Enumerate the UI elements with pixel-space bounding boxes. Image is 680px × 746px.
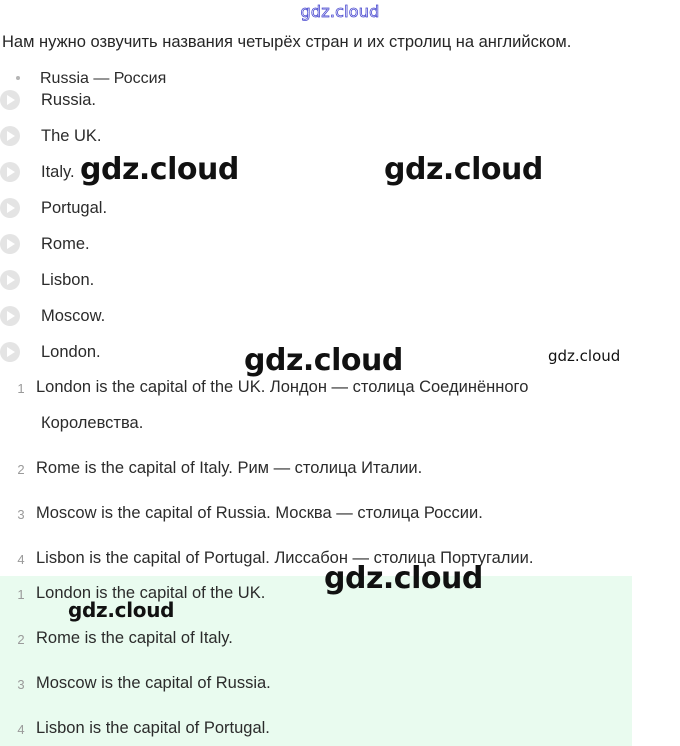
answer-number: 2 (17, 632, 25, 647)
play-icon[interactable] (0, 270, 20, 290)
answer-sentence: Lisbon is the capital of Portugal. (36, 719, 270, 737)
play-icon[interactable] (0, 126, 20, 146)
list-number: 1 (17, 381, 25, 396)
bullet-dot (16, 76, 20, 80)
answer-sentence: Moscow is the capital of Russia. (36, 674, 271, 692)
watermark-overlay: gdz.cloud (548, 347, 621, 365)
translation-sentence: Lisbon is the capital of Portugal. Лиссабон — столица Португалии. (36, 549, 534, 567)
list-number: 2 (17, 462, 25, 477)
watermark-overlay: gdz.cloud (244, 343, 403, 378)
watermark-overlay: gdz.cloud (324, 561, 483, 596)
answer-sentence: Rome is the capital of Italy. (36, 629, 233, 647)
answer-sentence: London is the capital of the UK. (36, 584, 266, 602)
answer-number: 4 (17, 722, 25, 737)
audio-word: Lisbon. (41, 271, 95, 289)
audio-word: Russia. (41, 91, 97, 109)
bullet-item-russia: Russia — Россия (40, 70, 167, 84)
list-number: 3 (17, 507, 25, 522)
top-watermark: gdz.cloud (300, 2, 380, 21)
audio-word: Portugal. (41, 199, 108, 217)
play-icon[interactable] (0, 90, 20, 110)
translation-sentence: London is the capital of the UK. Лондон — столица Соединённого (36, 378, 529, 396)
watermark-overlay: gdz.cloud (80, 152, 239, 187)
audio-word: Rome. (41, 235, 90, 253)
watermark-overlay: gdz.cloud (384, 152, 543, 187)
play-icon[interactable] (0, 234, 20, 254)
answer-number: 1 (17, 587, 25, 602)
watermark-overlay: gdz.cloud (68, 598, 175, 622)
answer-number: 3 (17, 677, 25, 692)
play-icon[interactable] (0, 342, 20, 362)
intro-text: Нам нужно озвучить названия четырёх стран и их стролиц на английском. (2, 33, 572, 51)
play-icon[interactable] (0, 198, 20, 218)
audio-word: Italy. (41, 163, 75, 181)
translation-sentence: Moscow is the capital of Russia. Москва — столица России. (36, 504, 483, 522)
audio-word: London. (41, 343, 101, 361)
translation-sentence: Rome is the capital of Italy. Рим — столица Италии. (36, 459, 423, 477)
audio-word: Moscow. (41, 307, 106, 325)
audio-word: The UK. (41, 127, 102, 145)
play-icon[interactable] (0, 306, 20, 326)
play-icon[interactable] (0, 162, 20, 182)
list-number: 4 (17, 552, 25, 567)
translation-continuation: Королевства. (41, 414, 144, 432)
